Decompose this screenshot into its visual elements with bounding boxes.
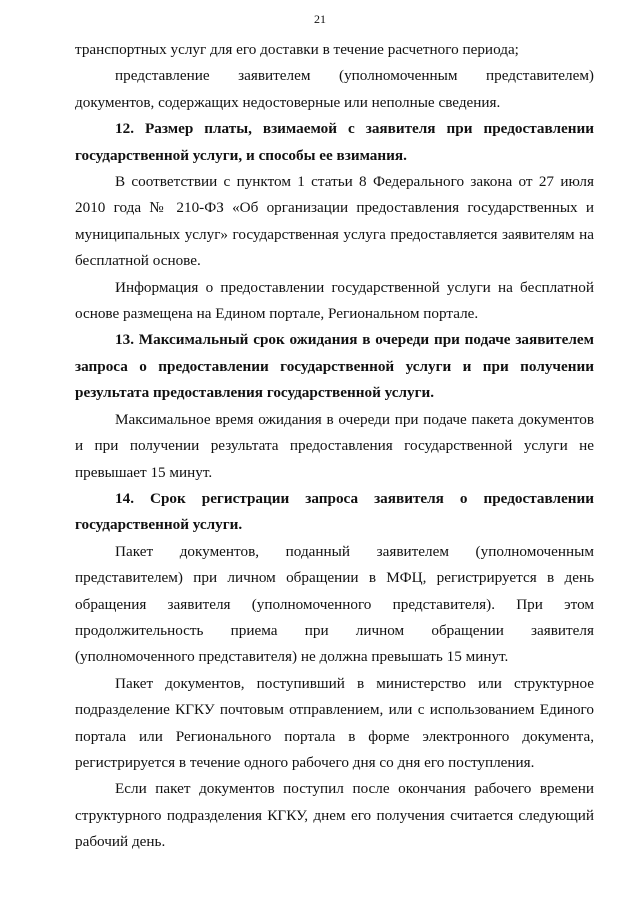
document-body — [75, 37, 594, 856]
paragraph-free-basis: В соответствии с пунктом 1 статьи 8 Федерального закона от 27 июля 2010 года № 210-ФЗ «Об организации предоставления государственных и муниципальных услуг» государственная услуга предоставляется заявителям на бесплатной основе. — [75, 173, 594, 270]
paragraph-registration-mfc: Пакет документов, поданный заявителем (уполномоченным представителем) при личном обращении в МФЦ, регистрируется в день обращения заявителя (уполномоченного представителя). При этом продолжительность приема при личном обращении заявителя (уполномоченного представителя) не должна превышать 15 минут. — [75, 542, 594, 666]
paragraph-free-info: Информация о предоставлении государственной услуги на бесплатной основе размещена на Едином портале, Региональном портале. — [75, 278, 594, 323]
page-number: 21 — [314, 12, 326, 26]
section-heading-13: 13. Максимальный срок ожидания в очереди при подаче заявителем запроса о предоставлении государственной услуги и при получении результата предоставления государственной услуги. — [75, 331, 594, 402]
section-heading-12: 12. Размер платы, взимаемой с заявителя при предоставлении государственной услуги, и способы ее взимания. — [75, 120, 594, 164]
paragraph-transport-services: транспортных услуг для его доставки в течение расчетного периода; — [75, 41, 519, 58]
paragraph-registration-mail: Пакет документов, поступивший в министерство или структурное подразделение КГКУ почтовым отправлением, или с использованием Единого портала или Регионального портала в форме электронного документа, регистрируется в течение одного рабочего дня со дня его поступления. — [75, 674, 594, 771]
paragraph-after-hours: Если пакет документов поступил после окончания рабочего времени структурного подразделения КГКУ, днем его получения считается следующий рабочий день. — [75, 780, 594, 851]
paragraph-false-documents: представление заявителем (уполномоченным представителем) документов, содержащих недостоверные или неполные сведения. — [75, 67, 594, 111]
paragraph-queue-time: Максимальное время ожидания в очереди при подаче пакета документов и при получении результата предоставления государственной услуги не превышает 15 минут. — [75, 410, 594, 481]
section-heading-14: 14. Срок регистрации запроса заявителя о предоставлении государственной услуги. — [75, 489, 594, 534]
